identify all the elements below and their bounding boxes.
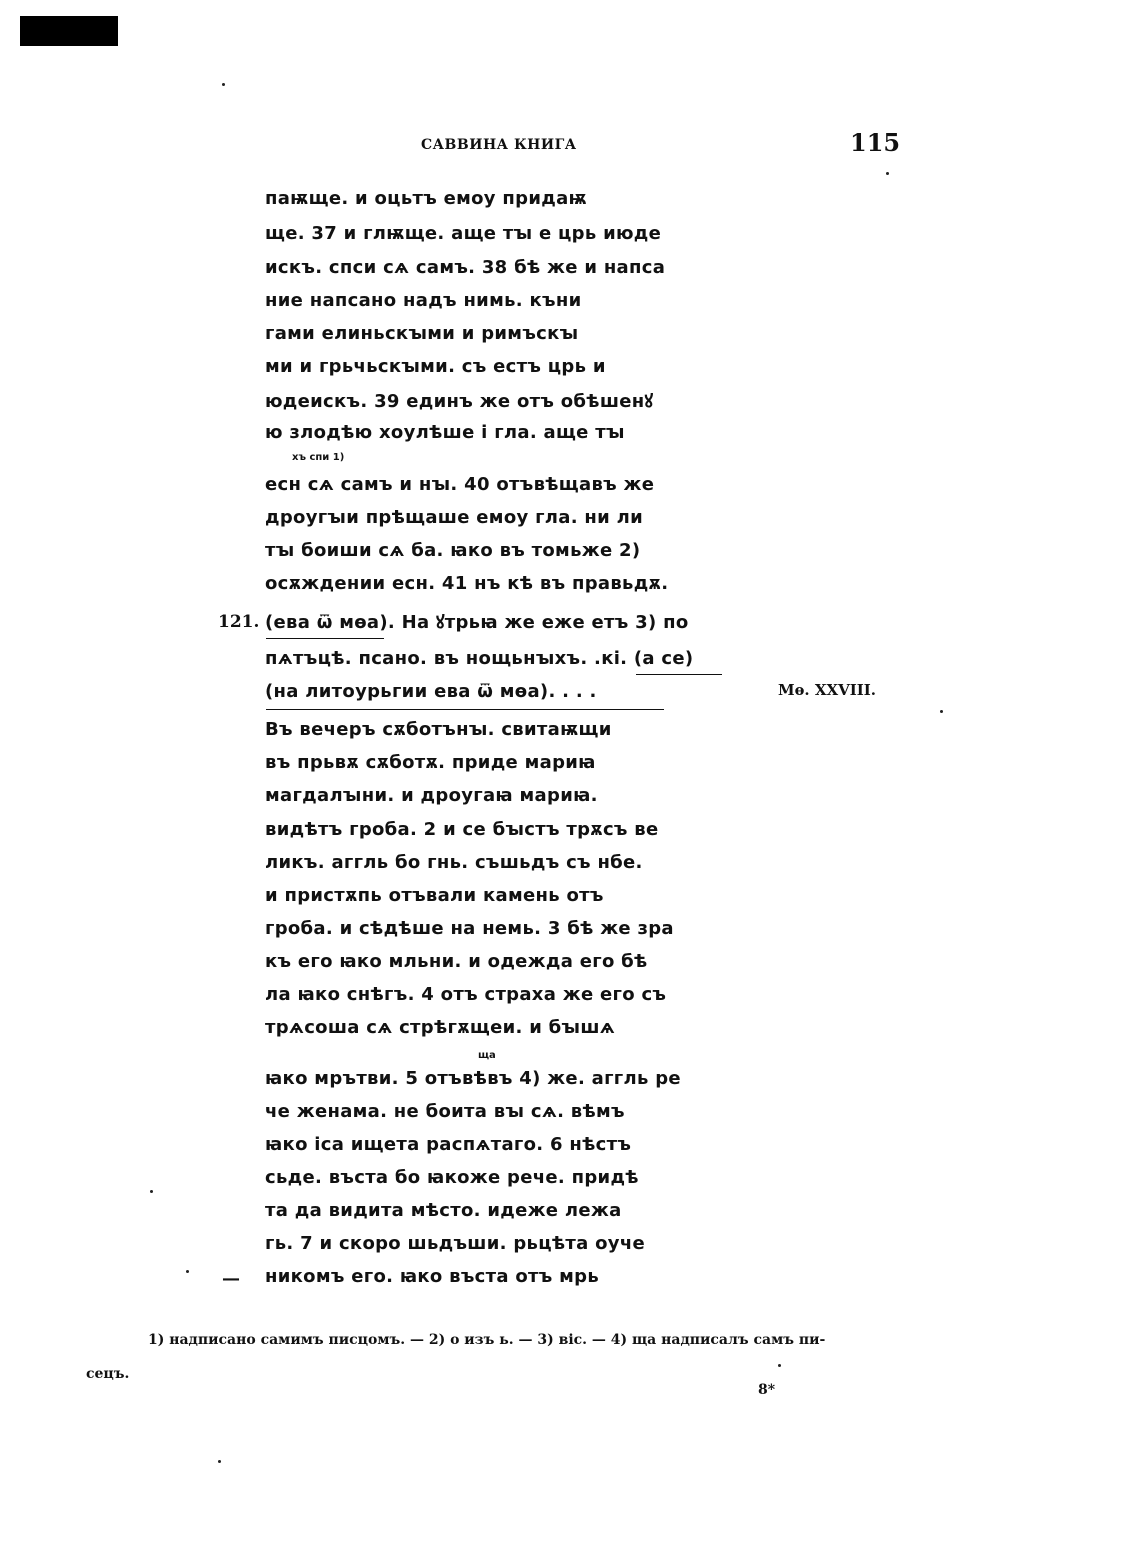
ink-blot-edge xyxy=(98,22,118,36)
text-line: и пристѫпь отъвали камень отъ xyxy=(265,885,604,906)
text-line: видѣтъ гроба. 2 и се бꙑстъ трѫсъ ве xyxy=(265,819,659,840)
print-speck xyxy=(150,1190,153,1193)
text-line: ние напсано надъ нимь. къни xyxy=(265,290,582,311)
interlinear-note: хъ спи 1) xyxy=(292,452,345,463)
text-line: дроугꙑи прѣщаше емоу гла. ни ли xyxy=(265,507,644,528)
text-line: та да видита мѣсто. идеже лежа xyxy=(265,1200,622,1221)
print-speck xyxy=(940,710,943,713)
text-line: осѫждении есн. 41 нъ кѣ въ правьдѫ. xyxy=(265,573,669,594)
text-line: ꙗко іса ищета распѧтаго. 6 нѣстъ xyxy=(265,1134,632,1155)
text-line: сьде. въста бо ꙗкоже рече. придѣ xyxy=(265,1167,639,1188)
lection-heading-line: (ева ѿ мѳа). На ꙋтрьꙗ же еже етъ 3) по xyxy=(265,612,689,633)
interlinear-note: ща xyxy=(478,1050,496,1061)
section-number: 121. xyxy=(218,612,260,632)
text-line: гами елиньскꙑми и римъскꙑ xyxy=(265,323,579,344)
text-line: магдалꙑни. и дроугаꙗ мариꙗ. xyxy=(265,785,598,806)
print-speck xyxy=(186,1270,189,1273)
text-line: ю злодѣю хоулѣше і гла. аще тꙑ xyxy=(265,422,625,443)
running-title: САВВИНА КНИГА xyxy=(421,137,577,153)
text-line: ликъ. аггль бо гнь. съшьдъ съ нбе. xyxy=(265,852,643,873)
page-number: 115 xyxy=(850,128,901,157)
underline xyxy=(266,709,664,710)
text-line: трѧсоша сѧ стрѣгѫщеи. и бꙑшѧ xyxy=(265,1017,616,1038)
text-line: тꙑ боиши сѧ ба. ꙗко въ томьже 2) xyxy=(265,540,641,561)
footnote: 1) надписано самимъ писцомъ. — 2) о изъ ь. — 3) віс. — 4) ща надписалъ самъ пи- xyxy=(148,1332,826,1348)
lection-heading-line: пѧтъцѣ. псано. въ нощьнꙑхъ. .кі. (а се) xyxy=(265,648,694,669)
print-speck xyxy=(222,83,225,86)
lection-heading-line: (на литоурьгии ева ѿ мѳа). . . . xyxy=(265,681,597,702)
text-line: Въ вечеръ сѫботънꙑ. свитаѭщи xyxy=(265,719,612,740)
signature-mark: 8* xyxy=(758,1382,776,1398)
text-line: искъ. спси сѧ самъ. 38 бѣ же и напса xyxy=(265,257,666,278)
text-line: гроба. и сѣдѣше на немь. 3 бѣ же зра xyxy=(265,918,674,939)
text-line: гь. 7 и скоро шьдъши. рьцѣта оуче xyxy=(265,1233,645,1254)
text-line: къ его ꙗко мльни. и одежда его бѣ xyxy=(265,951,648,972)
underline xyxy=(636,674,722,675)
print-speck xyxy=(886,172,889,175)
print-speck xyxy=(778,1364,781,1367)
text-line: юдеискъ. 39 единъ же отъ обѣшенꙋ xyxy=(265,391,654,412)
text-line: есн сѧ самъ и нꙑ. 40 отъвѣщавъ же xyxy=(265,474,655,495)
text-line: никомъ его. ꙗко въста отъ мрь xyxy=(265,1266,600,1287)
text-line: че женама. не боита вꙑ сѧ. вѣмъ xyxy=(265,1101,625,1122)
text-line: паѭще. и оцьтъ емоу придаѭ xyxy=(265,188,587,209)
print-speck xyxy=(218,1460,221,1463)
footnote-continuation: сецъ. xyxy=(86,1366,130,1382)
margin-reference: Мѳ. XXVIII. xyxy=(778,681,877,699)
text-line: ꙗко мрътви. 5 отъвѣвъ 4) же. аггль ре xyxy=(265,1068,681,1089)
text-line: ще. 37 и глѭще. аще тꙑ е црь июде xyxy=(265,223,662,244)
text-line: въ прьвѫ сѫботѫ. приде мариꙗ xyxy=(265,752,596,773)
text-line: ми и грьчьскꙑми. съ естъ црь и xyxy=(265,356,606,377)
underline xyxy=(266,638,384,639)
text-line: ла ꙗко снѣгъ. 4 отъ страха же его съ xyxy=(265,984,667,1005)
line-dash: — xyxy=(222,1268,240,1289)
